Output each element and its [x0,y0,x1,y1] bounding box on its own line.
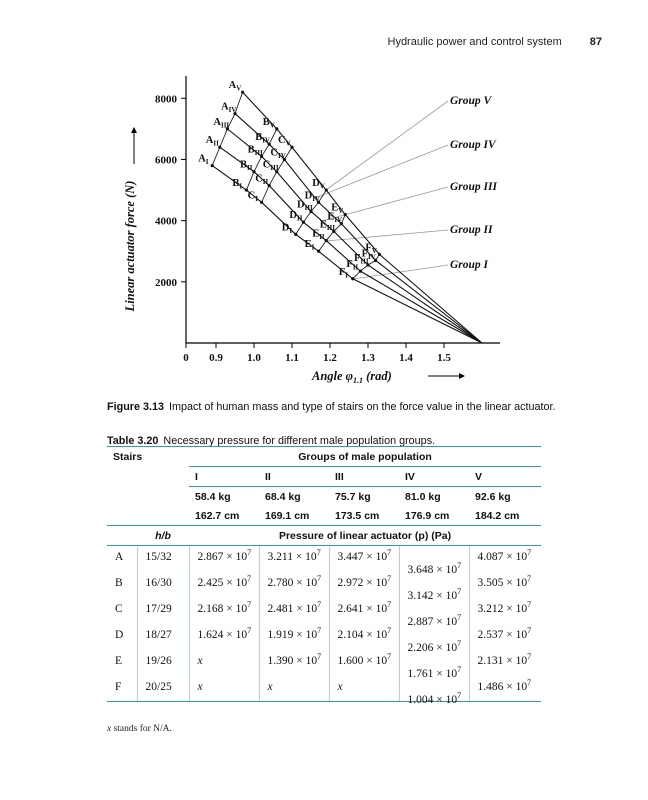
pressure-cell: $2.104 \times 10^7$ [329,624,399,650]
running-head [388,36,603,48]
point-label: $B_{II}$ [240,159,253,173]
point-label: $C_{III}$ [262,159,279,173]
x-axis-label: Angle $\varphi_{1.1}$ (rad) [312,369,392,385]
point-label: $F_I$ [338,266,348,280]
data-point [344,213,347,216]
table-row [107,676,541,702]
table-caption-label: Table 3.20 [107,434,159,447]
group-height: 184.2 cm [469,506,541,526]
data-point [211,164,214,167]
point-label: $D_I$ [281,222,293,235]
group-weight: 58.4 kg [195,491,231,503]
hb-cell: 16/30 [137,572,189,598]
point-label: $C_V$ [278,135,291,148]
pressure-cell: $2.972 \times 10^7$ [329,572,399,598]
spacer-cell [107,506,189,526]
table-head-row-numerals [107,467,541,487]
pressure-cell: $1.919 \times 10^7$ [259,624,329,650]
pressure-cell: $2.780 \times 10^7$ [259,572,329,598]
point-label: $E_I$ [304,239,315,252]
point-label: $F_{IV}$ [361,248,376,261]
data-point [317,250,320,253]
pressure-cell: $1.624 \times 10^7$ [189,624,259,650]
pressure-cell: $3.142 \times 10^7$ [399,572,469,598]
pressure-cell: x [259,676,329,702]
x-tick-label: 1.3 [361,352,375,364]
group-height: 169.1 cm [259,506,329,526]
pressure-cell: $2.887 \times 10^7$ [399,598,469,624]
pressure-cell: $2.425 \times 10^7$ [189,572,259,598]
pressure-cell: $3.505 \times 10^7$ [469,572,541,598]
pressure-cell: $2.641 \times 10^7$ [329,598,399,624]
group-height: 162.7 cm [189,506,259,526]
data-point [325,188,328,191]
group-weight: 68.4 kg [265,491,301,503]
data-point [351,277,354,280]
pressure-cell: $4.087 \times 10^7$ [469,546,541,572]
pressure-cell: $1.390 \times 10^7$ [259,650,329,676]
point-label: $D_V$ [312,178,325,191]
table-row [107,598,541,624]
group-numeral: II [259,467,329,487]
table-head-row-groups [107,447,541,467]
pressure-header: Pressure of linear actuator (p) (Pa) [189,526,541,546]
table-head-row-hb [107,526,541,546]
spacer-cell [107,526,137,546]
pressure-cell: $1.004 \times 10^7$ [399,676,469,702]
figure-caption-text: Impact of human mass and type of stairs on the force value in the linear actuator. [169,400,556,413]
point-label: $A_{III}$ [213,116,230,130]
group-numeral: I [189,467,259,487]
data-point [275,127,278,130]
group-height: 176.9 cm [399,506,469,526]
group-label: Group IV [450,139,496,151]
y-tick-label: 4000 [155,215,177,228]
data-point [378,253,381,256]
pressure-cell: $1.761 \times 10^7$ [399,650,469,676]
group-weight: 81.0 kg [405,491,441,503]
figure-3-13 [116,58,566,395]
group-label: Group V [450,95,492,107]
pressure-cell: $3.212 \times 10^7$ [469,598,541,624]
pressure-cell: $3.447 \times 10^7$ [329,546,399,572]
pressure-cell: x [189,650,259,676]
hb-cell: 15/32 [137,546,189,572]
stair-letter-cell: D [115,628,124,641]
point-label: $A_{IV}$ [221,101,237,115]
x-tick-label: 0.9 [209,352,223,364]
pressure-table [107,446,541,706]
data-point [359,270,362,273]
y-tick-label: 6000 [155,154,177,167]
table-row [107,624,541,650]
group-numeral: V [469,467,541,487]
pressure-cell: $2.537 \times 10^7$ [469,624,541,650]
table-head [107,447,541,546]
groups-header: Groups of male population [189,447,541,467]
spacer-cell [107,467,189,487]
stair-letter-cell: C [115,602,123,615]
data-point [241,91,244,94]
group-weight: 92.6 kg [475,491,511,503]
hb-cell: 17/29 [137,598,189,624]
x-tick-label: 1.1 [285,352,299,364]
data-point [325,239,328,242]
actuator-chart [116,58,566,390]
stair-letter-cell: F [107,676,137,702]
point-label: $E_V$ [331,202,344,216]
group-numeral: III [329,467,399,487]
pressure-cell: $1.600 \times 10^7$ [329,650,399,676]
running-head-title: Hydraulic power and control system [387,36,562,48]
figure-caption [107,401,618,413]
point-label: $D_{IV}$ [304,190,320,203]
page-number: 87 [589,36,602,48]
point-label: $C_I$ [247,190,258,203]
x-tick-label: 1.5 [437,352,451,364]
x-tick-label: 0 [183,352,189,364]
table-footnote: x stands for N/A. [107,723,172,734]
point-label: $D_{II}$ [289,210,303,223]
point-label: $F_{II}$ [346,259,359,272]
table-caption-text: Necessary pressure for different male population groups. [163,434,436,447]
point-label: $B_V$ [262,116,275,130]
table-row [107,546,541,572]
point-label: $A_{II}$ [205,135,219,148]
stair-letter-cell: B [115,576,123,589]
point-label: $E_{II}$ [312,228,325,242]
pressure-cell: $2.481 \times 10^7$ [259,598,329,624]
table-row [107,650,541,676]
stair-letter-cell: A [115,551,124,563]
point-label: $B_{III}$ [247,144,263,157]
data-point [294,233,297,236]
pressure-cell: x [329,676,399,702]
point-label: $C_{II}$ [255,173,269,186]
group-label: Group III [450,181,497,193]
point-label: $F_{III}$ [354,253,369,266]
y-axis-label: Linear actuator force (N) [123,180,137,312]
data-point [290,146,293,149]
pressure-cell: $2.867 \times 10^7$ [189,546,259,572]
hb-cell: 19/26 [137,650,189,676]
point-label: $E_{IV}$ [327,211,343,225]
pressure-cell: $2.131 \times 10^7$ [469,650,541,676]
point-label: $D_{III}$ [297,199,313,212]
point-label: $C_{IV}$ [270,147,286,160]
pressure-cell: $2.206 \times 10^7$ [399,624,469,650]
pressure-cell: $3.648 \times 10^7$ [399,546,469,572]
spacer-cell [107,487,189,507]
point-label: $F_V$ [365,242,377,255]
group-numeral: IV [399,467,469,487]
group-leader-line [315,145,448,198]
table-head-row-heights [107,506,541,526]
pressure-cell: $1.486 \times 10^7$ [469,676,541,702]
table-head-row-weights [107,487,541,507]
hb-cell: 18/27 [137,624,189,650]
point-label: $B_I$ [232,178,243,191]
table-body [107,546,541,706]
point-label: $E_{III}$ [319,219,336,232]
group-leader-line [326,101,448,190]
point-label: $B_{IV}$ [255,132,270,145]
table-row [107,572,541,598]
x-tick-label: 1.4 [399,352,413,364]
group-label: Group I [450,259,489,271]
group-leader-line [326,230,448,241]
stairs-header: Stairs [107,447,189,467]
group-weight: 75.7 kg [335,491,371,503]
pressure-cell: $3.211 \times 10^7$ [259,546,329,572]
stair-letter-cell: E [115,654,123,667]
hb-header: h/b [137,526,189,546]
y-tick-label: 8000 [155,93,177,106]
point-label: $A_I$ [198,153,209,167]
data-point [260,201,263,204]
group-label: Group II [450,224,493,236]
x-tick-label: 1.0 [247,352,261,364]
group-height: 173.5 cm [329,506,399,526]
hb-cell: 20/25 [137,676,189,702]
figure-caption-label: Figure 3.13 [107,400,165,413]
pressure-cell: x [189,676,259,702]
x-tick-label: 1.2 [323,352,337,364]
y-tick-label: 2000 [155,276,177,289]
pressure-cell: $2.168 \times 10^7$ [189,598,259,624]
point-label: $A_V$ [228,80,242,93]
table-caption [107,435,608,447]
